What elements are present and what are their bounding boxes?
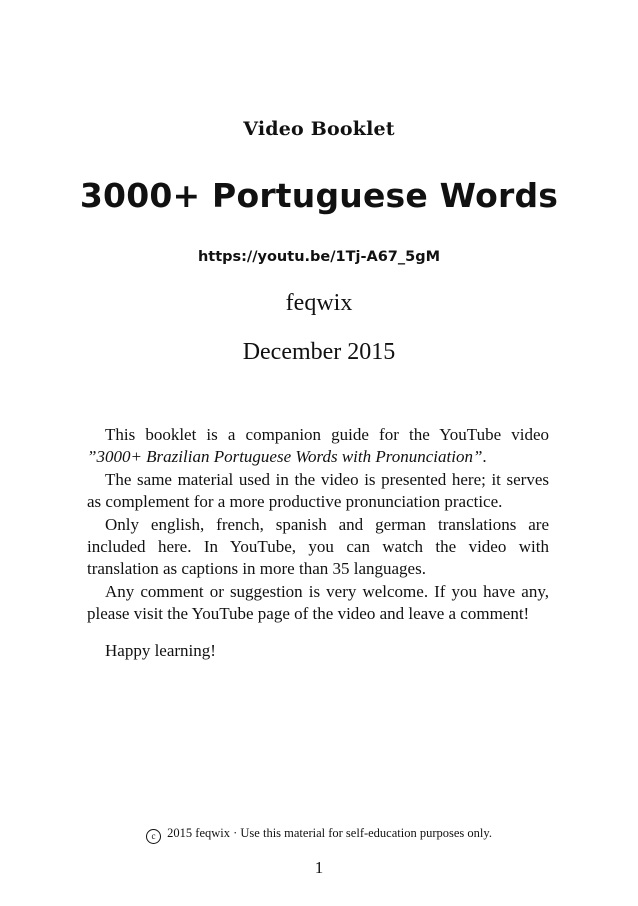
copyright-footer <box>0 826 638 844</box>
intro-paragraph-3: Only english, french, spanish and german translations are included here. In YouTube, you can watch the video with translation as captions in more than 35 languages. <box>87 514 549 579</box>
author-name: feqwix <box>285 290 353 316</box>
page-number: 1 <box>314 858 324 877</box>
intro-paragraph-5: Happy learning! <box>105 640 216 660</box>
intro-paragraph-1-end: . <box>482 447 487 467</box>
intro-text <box>87 424 549 662</box>
publication-date: December 2015 <box>242 339 396 365</box>
booklet-subtitle: Video Booklet <box>243 118 395 140</box>
video-url-link[interactable]: https://youtu.be/1Tj-A67_5gM <box>197 249 441 265</box>
intro-paragraph-1 <box>87 424 549 469</box>
copyright-icon: c <box>146 829 161 844</box>
document-title: 3000+ Portuguese Words <box>79 176 559 215</box>
intro-paragraph-2: The same material used in the video is presented here; it serves as complement for a more productive pronunciation practice. <box>87 469 549 512</box>
video-title-reference: ”3000+ Brazilian Portuguese Words with Pronunciation” <box>87 447 483 467</box>
intro-paragraph-4: Any comment or suggestion is very welcome. If you have any, please visit the YouTube page of the video and leave a comment! <box>87 581 549 624</box>
intro-paragraph-1-start: This booklet is a companion guide for the YouTube video <box>105 425 549 444</box>
copyright-text: 2015 feqwix · Use this material for self-education purposes only. <box>167 826 492 840</box>
